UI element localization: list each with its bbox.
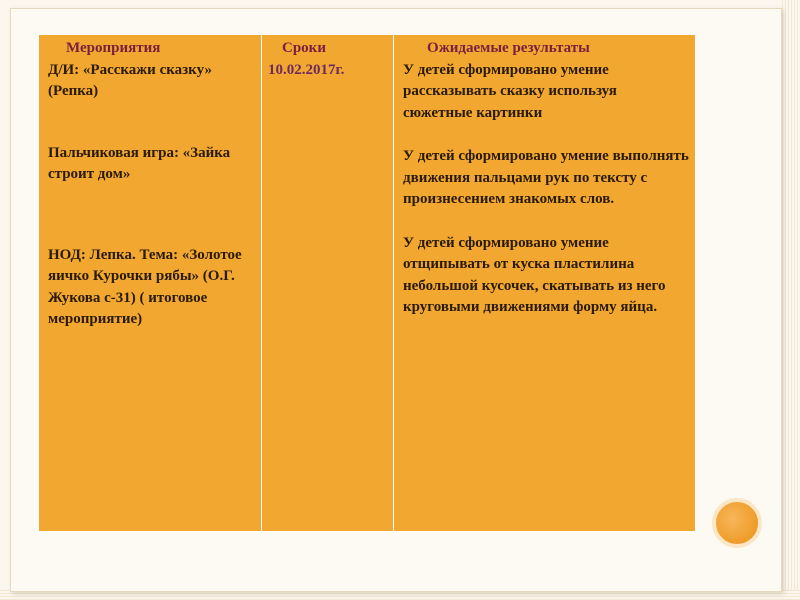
event-item-3: НОД: Лепка. Тема: «Золотое яичко Курочки рябы» (О.Г. Жукова с-31) ( итоговое мероприятие) <box>48 246 246 327</box>
decorative-stripes-right <box>782 0 800 600</box>
result-item-2: У детей сформировано умение выполнять движения пальцами рук по тексту с произнесением знакомых слов. <box>403 148 693 207</box>
table-row <box>39 35 696 532</box>
event-item-1: Д/И: «Расскажи сказку» (Репка) <box>48 61 216 99</box>
dates-cell <box>262 35 394 532</box>
events-cell <box>39 35 262 532</box>
results-header: Ожидаемые результаты <box>427 40 590 56</box>
results-cell <box>394 35 696 532</box>
result-item-3: У детей сформировано умение отщипывать от куска пластилина небольшой кусочек, скатывать из него круговыми движениями форму яйца. <box>403 234 670 315</box>
events-header: Мероприятия <box>66 40 161 56</box>
dates-header: Сроки <box>282 40 326 56</box>
date-value: 10.02.2017г. <box>268 61 345 78</box>
decorative-orange-circle <box>712 498 762 548</box>
event-item-2: Пальчиковая игра: «Зайка строит дом» <box>48 144 234 182</box>
plan-table <box>38 34 696 532</box>
result-item-1: У детей сформировано умение рассказывать сказку используя сюжетные картинки <box>403 61 621 121</box>
